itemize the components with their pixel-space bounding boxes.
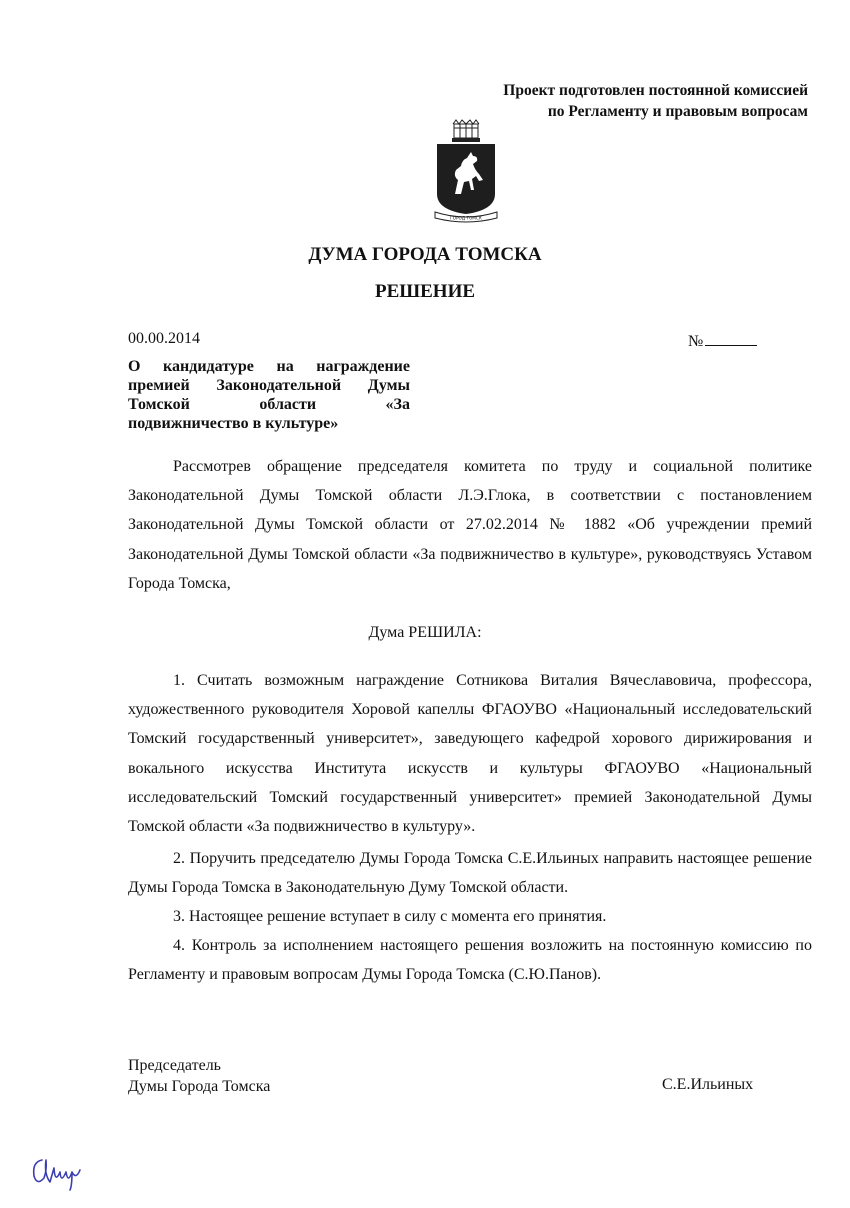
decision-item-2: 2. Поручить председателю Думы Города Томска С.Е.Ильиных направить настоящее решение Думы Города Томска в Законодательную Думу Томской области. [128,850,812,897]
subject-line2: премией Законодательной Думы [128,377,410,394]
document-number [688,330,757,351]
project-note-line2: по Регламенту и правовым вопросам [547,103,808,120]
emblem-ribbon-text: ГОРОД ТОМСК [450,215,482,221]
signatory-position-line2: Думы Города Томска [128,1078,271,1095]
project-note-line1: Проект подготовлен постоянной комиссией [503,82,808,99]
document-subject [128,357,410,433]
decided-heading: Дума РЕШИЛА: [368,624,482,641]
signatory-position [128,1055,270,1097]
tomsk-coat-of-arms-icon [431,118,501,226]
subject-line1: О кандидатуре на награждение [128,358,410,375]
decision-item-4: 4. Контроль за исполнением настоящего решения возложить на постоянную комиссию по Регламенту и правовым вопросам Думы Города Томска (С.Ю.Панов). [128,937,812,984]
page-title: ДУМА ГОРОДА ТОМСКА [308,244,542,265]
preamble-paragraph: Рассмотрев обращение председателя комитета по труду и социальной политике Законодательной Думы Томской области Л.Э.Глока, в соответствии с постановлением Законодательной Думы Томской области от 27.02.2014 № 1882 «Об учреждении премий Законодательной Думы Томской области «За подвижничество в культуре», руководствуясь Уставом Города Томска, [128,458,812,592]
signatory-position-line1: Председатель [128,1057,221,1074]
handwritten-signature [28,1150,98,1192]
signatory-name: С.Е.Ильиных [662,1076,754,1093]
document-type: РЕШЕНИЕ [374,281,476,302]
decision-item-3: 3. Настоящее решение вступает в силу с момента его принятия. [173,908,607,925]
project-note [503,80,808,122]
number-label: № [688,333,704,350]
subject-line4: подвижничество в культуре» [128,415,339,432]
subject-line3: Томской области «За [128,396,410,413]
decision-item-1: 1. Считать возможным награждение Сотникова Виталия Вячеславовича, профессора, художественного руководителя Хоровой капеллы ФГАОУВО «Национальный исследовательский Томский государственный университет», заведующего кафедрой хорового дирижирования и вокального искусства Института искусств и культуры ФГАОУВО «Национальный исследовательский Томский государственный университет» премией Законодательной Думы Томской области «За подвижничество в культуру». [128,672,812,836]
document-date: 00.00.2014 [128,330,200,347]
number-blank-line [705,330,757,346]
